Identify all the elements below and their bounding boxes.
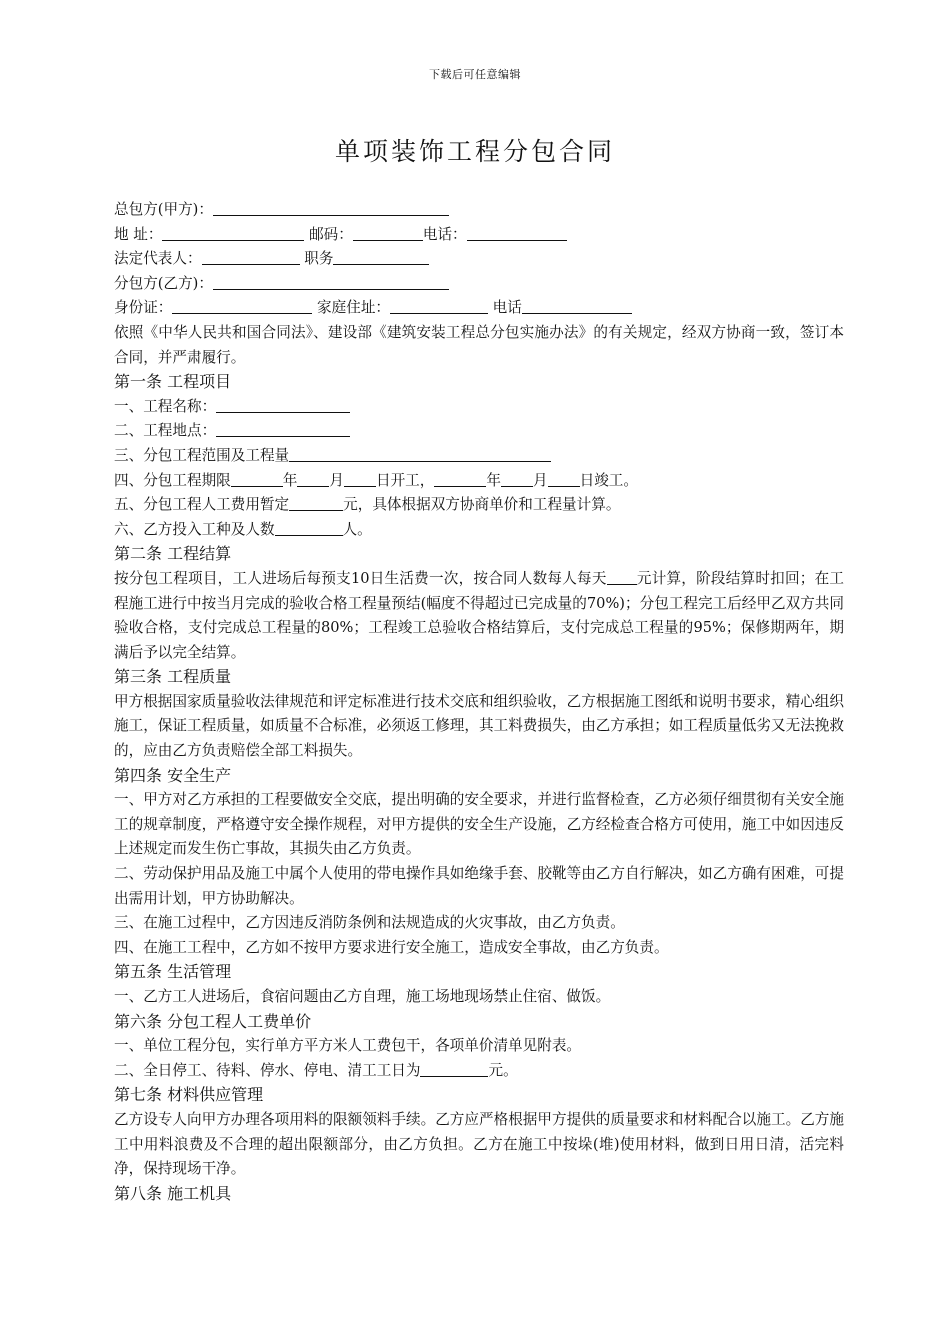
party-a-line xyxy=(114,198,844,223)
article-1-heading: 第一条 工程项目 xyxy=(114,372,232,392)
idle-day-label: 二、全日停工、待料、停水、停电、清工工日为 xyxy=(114,1061,421,1079)
end-year-unit: 年 xyxy=(486,471,501,489)
workers-blank[interactable] xyxy=(275,520,343,536)
contract-body xyxy=(114,198,844,1206)
address-blank[interactable] xyxy=(162,225,304,241)
safety-item-4: 四、在施工工程中，乙方如不按甲方要求进行安全施工，造成安全事故，由乙方负责。 xyxy=(114,938,669,956)
id-card-label: 身份证： xyxy=(114,299,173,317)
quality-paragraph: 甲方根据国家质量验收法律规范和评定标准进行技术交底和组织验收，乙方根据施工图纸和说明书要求，精心组织施工，保证工程质量，如质量不合标准，必须返工修理，其工料费损失，由乙方承担；如工程质量低劣又无法挽救的，应由乙方负责赔偿全部工料损失。 xyxy=(114,692,844,760)
postcode-blank[interactable] xyxy=(353,225,423,241)
article-8-heading: 第八条 施工机具 xyxy=(114,1183,232,1203)
phone-blank[interactable] xyxy=(467,225,567,241)
end-month-unit: 月 xyxy=(532,471,548,489)
document-title: 单项装饰工程分包合同 xyxy=(334,137,615,166)
legal-rep-blank[interactable] xyxy=(202,249,300,265)
project-site-blank[interactable] xyxy=(216,421,350,437)
start-day-unit: 日开工， xyxy=(375,471,435,489)
project-name-label: 一、工程名称： xyxy=(114,397,217,415)
intro-paragraph: 依照《中华人民共和国合同法》、建设部《建筑安装工程总分包实施办法》的有关规定，经双方协商一致，签订本合同，并严肃履行。 xyxy=(114,323,844,366)
project-scope-blank[interactable] xyxy=(289,446,551,462)
unit-price-item-1: 一、单位工程分包，实行单方平方米人工费包干，各项单价清单见附表。 xyxy=(114,1037,582,1055)
settlement-text-1: 按分包工程项目，工人进场后每预支10日生活费一次，按合同人数每人每天 xyxy=(114,569,607,587)
labor-cost-suffix: 元，具体根据双方协商单价和工程量计算。 xyxy=(343,496,621,514)
living-item-1: 一、乙方工人进场后，食宿问题由乙方自理，施工场地现场禁止住宿、做饭。 xyxy=(114,988,611,1005)
labor-cost-label: 五、分包工程人工费用暂定 xyxy=(114,496,290,514)
article-5-heading: 第五条 生活管理 xyxy=(114,962,232,982)
start-year-unit: 年 xyxy=(282,471,298,489)
idle-day-blank[interactable] xyxy=(420,1061,488,1077)
postcode-label: 邮码： xyxy=(309,225,353,243)
start-month-blank[interactable] xyxy=(297,471,329,487)
id-card-blank[interactable] xyxy=(172,298,312,314)
article-2-heading: 第二条 工程结算 xyxy=(114,544,232,564)
start-day-blank[interactable] xyxy=(344,471,376,487)
party-a-label: 总包方(甲方)： xyxy=(114,201,213,218)
project-site-label: 二、工程地点： xyxy=(114,422,217,440)
safety-item-1: 一、甲方对乙方承担的工程要做安全交底，提出明确的安全要求，并进行监督检查，乙方必须仔细贯彻有关安全施工的规章制度，严格遵守安全操作规程，对甲方提供的安全生产设施，乙方经检查合格方可使用，施工中如因违反上述规定而发生伤亡事故，其损失由乙方负责。 xyxy=(114,791,844,858)
settlement-paragraph xyxy=(114,567,844,665)
workers-label: 六、乙方投入工种及人数 xyxy=(114,520,275,538)
article-4-heading: 第四条 安全生产 xyxy=(114,765,232,785)
address-label: 地 址： xyxy=(114,225,163,243)
phone2-label: 电话 xyxy=(492,299,522,317)
party-a-blank[interactable] xyxy=(213,200,449,216)
workers-suffix: 人。 xyxy=(342,520,372,538)
end-day-blank[interactable] xyxy=(548,471,580,487)
daily-rate-blank[interactable] xyxy=(607,569,637,585)
legal-rep-line xyxy=(114,247,844,272)
project-name-line xyxy=(114,395,844,420)
id-line xyxy=(114,296,844,321)
end-year-blank[interactable] xyxy=(434,471,486,487)
unit-price-item-2 xyxy=(114,1059,844,1084)
workers-line xyxy=(114,518,844,543)
safety-item-3: 三、在施工过程中，乙方因违反消防条例和法规造成的火灾事故，由乙方负责。 xyxy=(114,914,625,932)
header-note: 下载后可任意编辑 xyxy=(429,68,521,81)
position-blank[interactable] xyxy=(333,249,429,265)
start-month-unit: 月 xyxy=(329,471,344,489)
legal-rep-label: 法定代表人： xyxy=(114,250,202,268)
home-address-label: 家庭住址： xyxy=(317,299,391,317)
idle-day-suffix: 元。 xyxy=(488,1061,518,1079)
article-3-heading: 第三条 工程质量 xyxy=(114,667,232,687)
project-scope-label: 三、分包工程范围及工程量 xyxy=(114,446,290,464)
party-b-blank[interactable] xyxy=(213,274,449,290)
materials-paragraph: 乙方设专人向甲方办理各项用料的限额领料手续。乙方应严格根据甲方提供的质量要求和材料配合以施工。乙方施工中用料浪费及不合理的超出限额部分，由乙方负担。乙方在施工中按垛(堆)使用材料，做到日用日清，活完料净，保持现场干净。 xyxy=(114,1110,844,1178)
end-month-blank[interactable] xyxy=(501,471,533,487)
phone2-blank[interactable] xyxy=(522,298,632,314)
article-6-heading: 第六条 分包工程人工费单价 xyxy=(114,1011,312,1031)
project-period-line xyxy=(114,469,844,494)
project-site-line xyxy=(114,419,844,444)
party-b-label: 分包方(乙方)： xyxy=(114,274,213,292)
project-scope-line xyxy=(114,444,844,469)
labor-cost-blank[interactable] xyxy=(289,495,343,511)
article-7-heading: 第七条 材料供应管理 xyxy=(114,1085,264,1105)
position-label: 职务 xyxy=(304,250,334,268)
settlement-text-2: 元计算，阶段结算时扣回；在工程施工进行中按当月完成的验收合格工程量预结(幅度不得超过已完成量的70%)；分包工程完工后经甲乙双方共同验收合格，支付完成总工程量的80%；工程竣工总验收合格结算后，支付完成总工程量的95%；保修期两年，期满后予以完全结算。 xyxy=(114,569,844,661)
party-b-line xyxy=(114,272,844,297)
period-label: 四、分包工程期限 xyxy=(114,471,231,489)
project-name-blank[interactable] xyxy=(216,397,350,413)
home-address-blank[interactable] xyxy=(390,298,488,314)
start-year-blank[interactable] xyxy=(231,471,283,487)
safety-item-2: 二、劳动保护用品及施工中属个人使用的带电操作具如绝缘手套、胶靴等由乙方自行解决，如乙方确有困难，可提出需用计划，甲方协助解决。 xyxy=(114,865,844,907)
labor-cost-line xyxy=(114,493,844,518)
end-day-unit: 日竣工。 xyxy=(579,471,638,489)
address-line xyxy=(114,223,844,248)
phone-label: 电话： xyxy=(422,225,467,243)
